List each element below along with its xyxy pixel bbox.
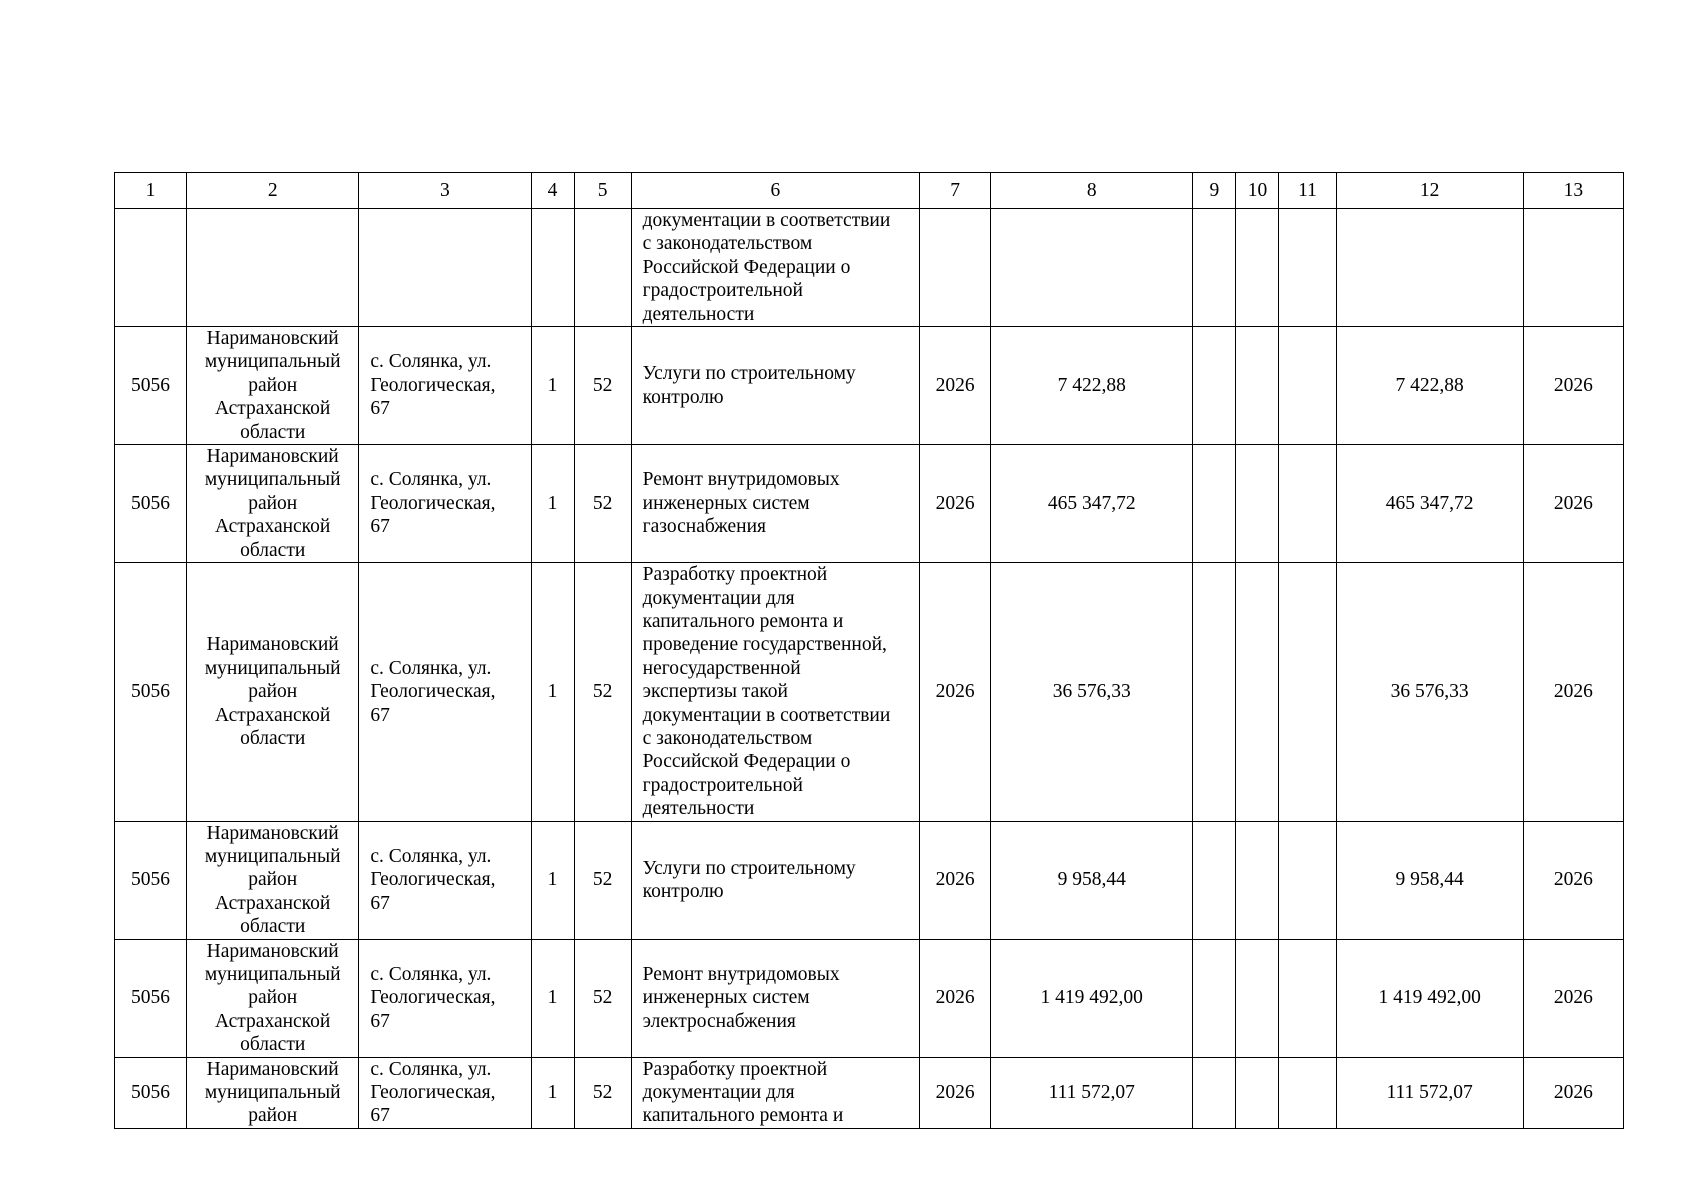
cell-col13: 2026 — [1523, 445, 1623, 563]
cell-empty — [574, 209, 631, 327]
cell-col5: 52 — [574, 445, 631, 563]
cell-year: 2026 — [920, 445, 991, 563]
cell-empty — [991, 209, 1193, 327]
header-col-10: 10 — [1236, 173, 1279, 209]
cell-col4: 1 — [531, 821, 574, 939]
cell-district: Наримановский муниципальный район Астраханской области — [187, 939, 359, 1057]
cell-empty — [115, 209, 187, 327]
cell-col4: 1 — [531, 939, 574, 1057]
cell-col11 — [1279, 1057, 1336, 1128]
cell-col9 — [1193, 939, 1236, 1057]
continuation-row — [115, 209, 1624, 327]
header-col-5: 5 — [574, 173, 631, 209]
header-col-1: 1 — [115, 173, 187, 209]
cell-col5: 52 — [574, 821, 631, 939]
cell-col10 — [1236, 1057, 1279, 1128]
cell-col13: 2026 — [1523, 1057, 1623, 1128]
cell-year: 2026 — [920, 327, 991, 445]
cell-empty — [531, 209, 574, 327]
cell-address: с. Солянка, ул. Геологическая, 67 — [359, 563, 531, 821]
cell-col9 — [1193, 445, 1236, 563]
table-row — [115, 939, 1624, 1057]
cell-year: 2026 — [920, 563, 991, 821]
cell-col13: 2026 — [1523, 563, 1623, 821]
cell-work: Услуги по строительному контролю — [631, 821, 919, 939]
cell-col4: 1 — [531, 445, 574, 563]
cell-total: 1 419 492,00 — [1336, 939, 1523, 1057]
cell-col11 — [1279, 563, 1336, 821]
cell-col13: 2026 — [1523, 939, 1623, 1057]
cell-col4: 1 — [531, 563, 574, 821]
cell-address: с. Солянка, ул. Геологическая, 67 — [359, 445, 531, 563]
cell-col9 — [1193, 821, 1236, 939]
table-row — [115, 1057, 1624, 1128]
cell-district: Наримановский муниципальный район Астраханской области — [187, 445, 359, 563]
cell-empty — [920, 209, 991, 327]
cell-cost: 1 419 492,00 — [991, 939, 1193, 1057]
table-row — [115, 563, 1624, 821]
cell-work: Ремонт внутридомовых инженерных систем газоснабжения — [631, 445, 919, 563]
header-col-12: 12 — [1336, 173, 1523, 209]
cell-col9 — [1193, 1057, 1236, 1128]
header-col-4: 4 — [531, 173, 574, 209]
header-col-8: 8 — [991, 173, 1193, 209]
cell-col10 — [1236, 821, 1279, 939]
cell-total: 465 347,72 — [1336, 445, 1523, 563]
cell-empty — [1193, 209, 1236, 327]
cell-col11 — [1279, 327, 1336, 445]
cell-cost: 465 347,72 — [991, 445, 1193, 563]
cell-col4: 1 — [531, 1057, 574, 1128]
cell-work: Разработку проектной документации для капитального ремонта и — [631, 1057, 919, 1128]
header-col-13: 13 — [1523, 173, 1623, 209]
cell-col13: 2026 — [1523, 821, 1623, 939]
cell-district: Наримановский муниципальный район — [187, 1057, 359, 1128]
cell-col10 — [1236, 939, 1279, 1057]
cell-col5: 52 — [574, 1057, 631, 1128]
cell-year: 2026 — [920, 821, 991, 939]
cell-empty — [187, 209, 359, 327]
cell-col9 — [1193, 327, 1236, 445]
cell-col10 — [1236, 327, 1279, 445]
cell-col4: 1 — [531, 327, 574, 445]
cell-col11 — [1279, 821, 1336, 939]
cell-total: 36 576,33 — [1336, 563, 1523, 821]
cell-year: 2026 — [920, 1057, 991, 1128]
table-row — [115, 327, 1624, 445]
header-col-3: 3 — [359, 173, 531, 209]
cell-work: Разработку проектной документации для капитального ремонта и проведение государственной, негосударственной экспертизы такой документации в соответствии с законодательством Российской Федерации о градостроительной деятельности — [631, 563, 919, 821]
cell-num: 5056 — [115, 327, 187, 445]
cell-address: с. Солянка, ул. Геологическая, 67 — [359, 821, 531, 939]
cell-cost: 7 422,88 — [991, 327, 1193, 445]
cell-col11 — [1279, 939, 1336, 1057]
header-row — [115, 173, 1624, 209]
cell-work: документации в соответствии с законодательством Российской Федерации о градостроительной деятельности — [631, 209, 919, 327]
cell-col10 — [1236, 445, 1279, 563]
cell-total: 9 958,44 — [1336, 821, 1523, 939]
cell-empty — [1523, 209, 1623, 327]
cell-num: 5056 — [115, 563, 187, 821]
cell-empty — [1236, 209, 1279, 327]
cell-total: 7 422,88 — [1336, 327, 1523, 445]
cell-address: с. Солянка, ул. Геологическая, 67 — [359, 1057, 531, 1128]
cell-col5: 52 — [574, 563, 631, 821]
cell-num: 5056 — [115, 939, 187, 1057]
cell-col9 — [1193, 563, 1236, 821]
cell-col5: 52 — [574, 327, 631, 445]
header-col-11: 11 — [1279, 173, 1336, 209]
cell-work: Услуги по строительному контролю — [631, 327, 919, 445]
capital-repair-table — [114, 172, 1624, 1129]
cell-col5: 52 — [574, 939, 631, 1057]
header-col-2: 2 — [187, 173, 359, 209]
cell-empty — [359, 209, 531, 327]
cell-empty — [1279, 209, 1336, 327]
cell-total: 111 572,07 — [1336, 1057, 1523, 1128]
cell-num: 5056 — [115, 445, 187, 563]
cell-district: Наримановский муниципальный район Астраханской области — [187, 327, 359, 445]
cell-empty — [1336, 209, 1523, 327]
header-col-9: 9 — [1193, 173, 1236, 209]
cell-cost: 9 958,44 — [991, 821, 1193, 939]
cell-cost: 36 576,33 — [991, 563, 1193, 821]
table-row — [115, 445, 1624, 563]
cell-district: Наримановский муниципальный район Астраханской области — [187, 563, 359, 821]
cell-col11 — [1279, 445, 1336, 563]
cell-year: 2026 — [920, 939, 991, 1057]
header-col-6: 6 — [631, 173, 919, 209]
cell-address: с. Солянка, ул. Геологическая, 67 — [359, 939, 531, 1057]
cell-col13: 2026 — [1523, 327, 1623, 445]
cell-district: Наримановский муниципальный район Астраханской области — [187, 821, 359, 939]
cell-col10 — [1236, 563, 1279, 821]
cell-cost: 111 572,07 — [991, 1057, 1193, 1128]
table-row — [115, 821, 1624, 939]
cell-num: 5056 — [115, 821, 187, 939]
header-col-7: 7 — [920, 173, 991, 209]
cell-work: Ремонт внутридомовых инженерных систем электроснабжения — [631, 939, 919, 1057]
cell-address: с. Солянка, ул. Геологическая, 67 — [359, 327, 531, 445]
cell-num: 5056 — [115, 1057, 187, 1128]
